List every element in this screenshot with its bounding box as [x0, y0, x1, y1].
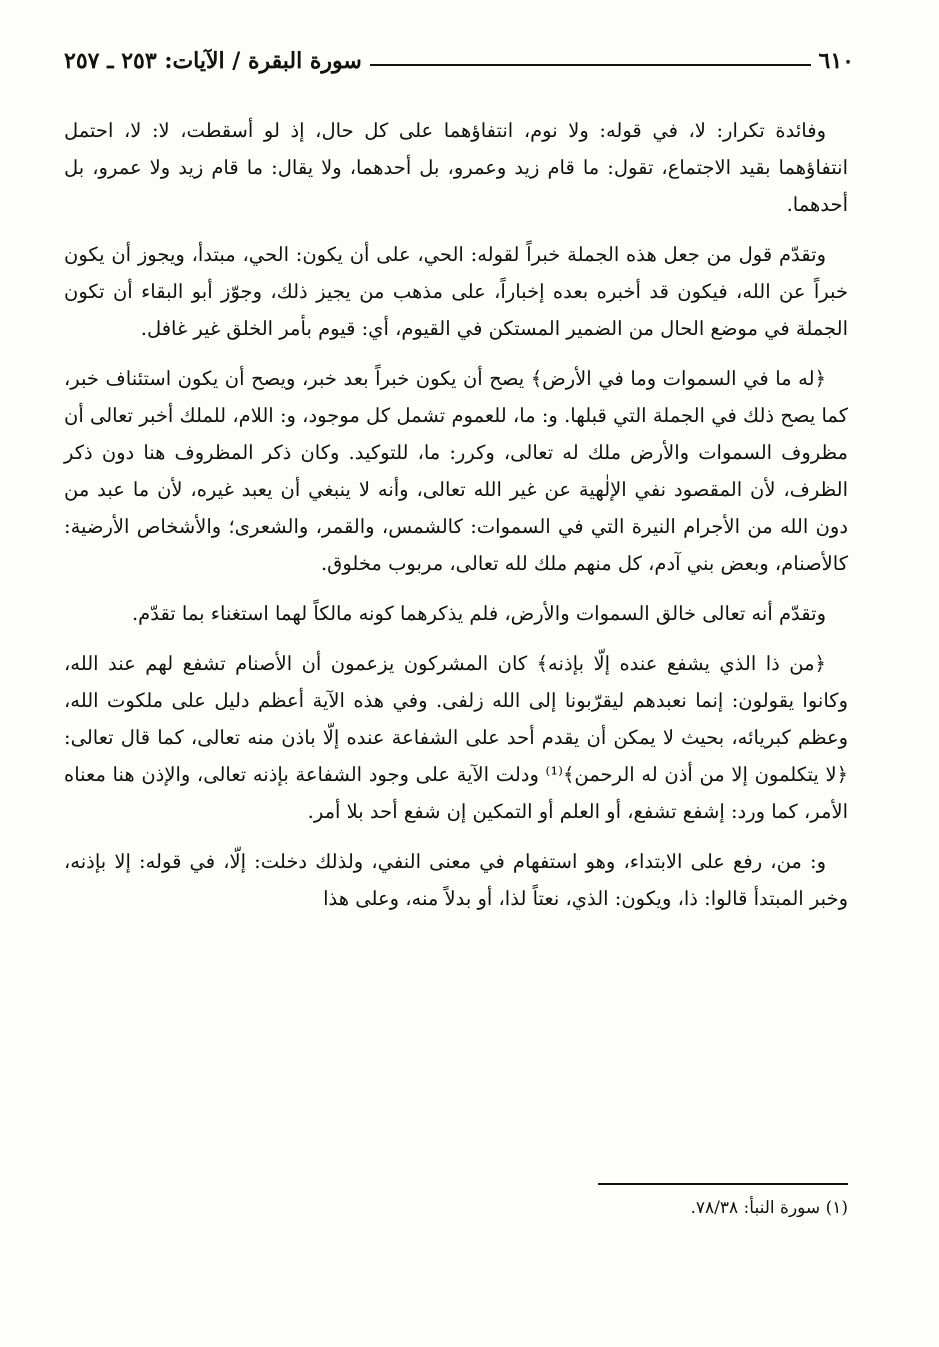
- paragraph-2: وتقدّم قول من جعل هذه الجملة خبراً لقوله: الحي، على أن يكون: الحي، مبتدأ، ويجوز أن يكون خبراً عن الله، فيكون قد أخبره بعده إخباراً، على مذهب من يجيز ذلك، وجوّز أبو البقاء أن تكون الجملة في موضع الحال من الضمير المستكن في القيوم، أي: قيوم بأمر الخلق غير غافل.: [64, 243, 848, 340]
- running-title: سورة البقرة / الآيات: ٢٥٣ ـ ٢٥٧: [64, 48, 362, 74]
- header-rule: [370, 64, 811, 66]
- paragraph-3: ﴿له ما في السموات وما في الأرض﴾ يصح أن يكون خبراً بعد خبر، ويصح أن يكون استئناف خبر، كما يصح ذلك في الجملة التي قبلها. و: ما، للعموم تشمل كل موجود، و: اللام، للملك أخبر تعالى أن مظروف السموات والأرض ملك له تعالى، وكرر: ما، للتوكيد. وكان ذكر المظروف هنا دون ذكر الظرف، لأن المقصود نفي الإلٰهية عن غير الله تعالى، وأنه لا ينبغي أن يعبد غيره، لأن ما عبد من دون الله من الأجرام النيرة التي في السموات: كالشمس، والقمر، والشعرى؛ والأشخاص الأرضية: كالأصنام، وبعض بني آدم، كل منهم ملك لله تعالى، مربوب مخلوق.: [64, 367, 848, 575]
- footnote-1: (١) سورة النبأ: ٧٨/٣٨.: [690, 1198, 848, 1218]
- main-text: [64, 112, 848, 930]
- paragraph-4: وتقدّم أنه تعالى خالق السموات والأرض، فلم يذكرهما كونه مالكاً لهما استغناء بما تقدّم.: [131, 602, 826, 625]
- paragraph-6: و: من، رفع على الابتداء، وهو استفهام في معنى النفي، ولذلك دخلت: إلّا، في قوله: إلا بإذنه، وخبر المبتدأ قالوا: ذا، ويكون: الذي، نعتاً لذا، أو بدلاً منه، وعلى هذا: [64, 850, 848, 910]
- paragraph-5: ﴿من ذا الذي يشفع عنده إلّا بإذنه﴾ كان المشركون يزعمون أن الأصنام تشفع لهم عند الله، وكانوا يقولون: إنما نعبدهم ليقرّبونا إلى الله زلفى. وفي هذه الآية أعظم دليل على ملكوت الله، وعظم كبريائه، بحيث لا يمكن أن يقدم أحد على الشفاعة عنده إلّا باذن منه تعالى، كما قال تعالى: ﴿لا يتكلمون إلا من أذن له الرحمن﴾⁽¹⁾ ودلت الآية على وجود الشفاعة بإذنه تعالى، والإذن هنا معناه الأمر، كما ورد: إشفع تشفع، أو العلم أو التمكين إن شفع أحد بلا أمر.: [64, 652, 848, 823]
- footnote-separator: [598, 1183, 848, 1185]
- page-header: [64, 40, 854, 74]
- paragraph-1: وفائدة تكرار: لا، في قوله: ولا نوم، انتفاؤهما على كل حال، إذ لو أسقطت، لا: لا، احتمل انتفاؤهما بقيد الاجتماع، تقول: ما قام زيد وعمرو، بل أحدهما، ولا يقال: ما قام زيد ولا عمرو، بل أحدهما.: [64, 119, 848, 216]
- page-number: ٦١٠: [818, 48, 854, 74]
